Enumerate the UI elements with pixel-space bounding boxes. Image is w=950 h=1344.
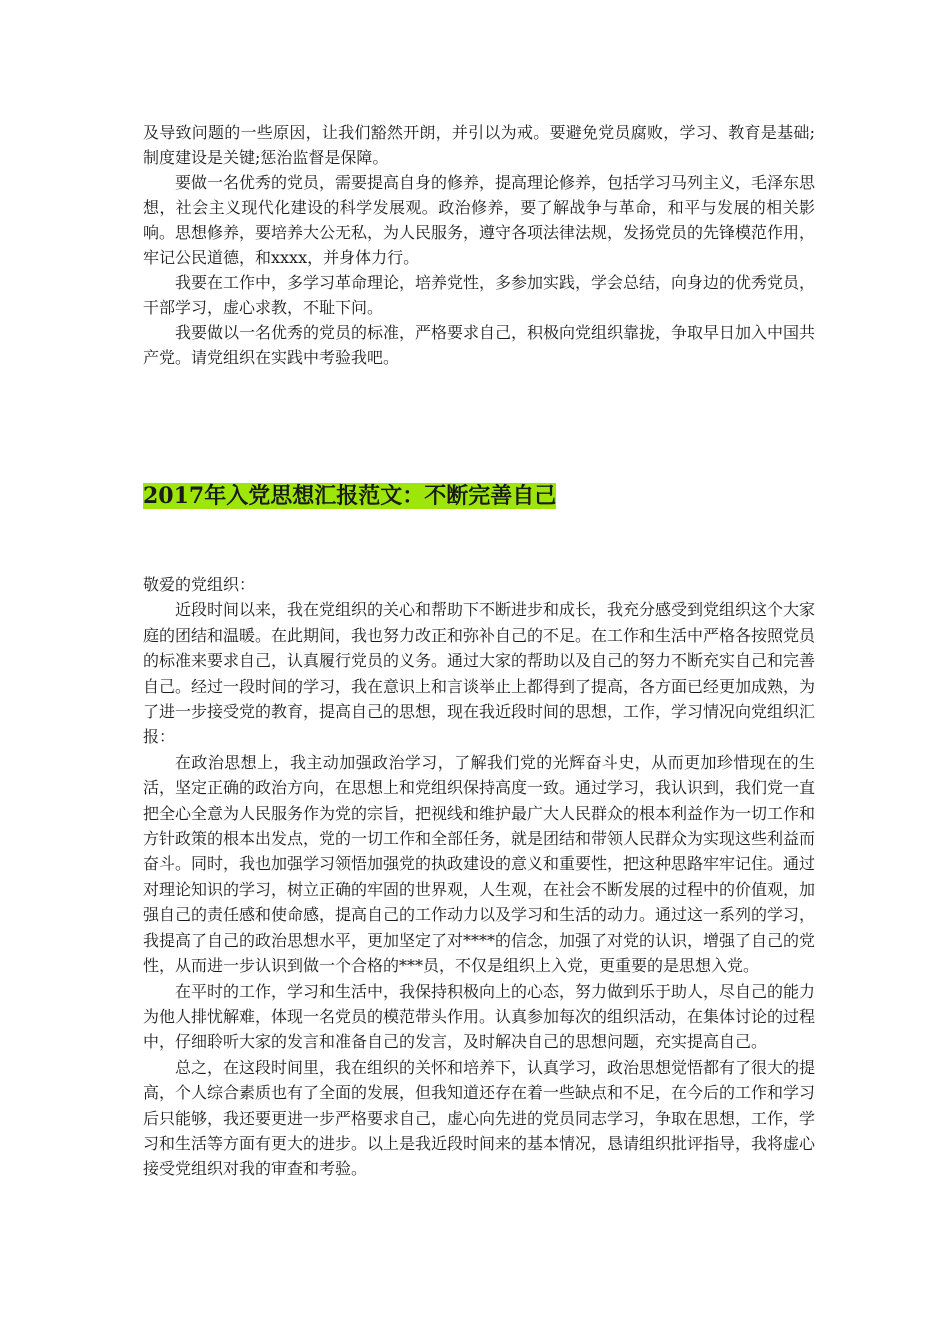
paragraph: 近段时间以来，我在党组织的关心和帮助下不断进步和成长，我充分感受到党组织这个大家庭的团结和温暖。在此期间，我也努力改正和弥补自己的不足。在工作和生活中严格各按照党员的标准来要求自己，认真履行党员的义务。通过大家的帮助以及自己的努力不断充实自己和完善自己。经过一段时间的学习，我在意识上和言谈举止上都得到了提高，各方面已经更加成熟，为了进一步接受党的教育，提高自己的思想，现在我近段时间的思想，工作，学习情况向党组织汇报： bbox=[143, 600, 816, 747]
paragraph: 在政治思想上，我主动加强政治学习，了解我们党的光辉奋斗史，从而更加珍惜现在的生活，坚定正确的政治方向，在思想上和党组织保持高度一致。通过学习，我认识到，我们党一直把全心全意为人民服务作为党的宗旨，把视线和维护最广大人民群众的根本利益作为一切工作和方针政策的根本出发点，党的一切工作和全部任务，就是团结和带领人民群众为实现这些利益而奋斗。同时，我也加强学习领悟加强党的执政建设的意义和重要性，把这种思路牢牢记住。通过对理论知识的学习，树立正确的牢固的世界观，人生观，在社会不断发展的过程中的价值观，加强自己的责任感和使命感，提高自己的工作动力以及学习和生活的动力。通过这一系列的学习，我提高了自己的政治思想水平，更加坚定了对****的信念，加强了对党的认识，增强了自己的党性，从而进一步认识到做一个合格的***员，不仅是组织上入党，更重要的是思想入党。 bbox=[143, 752, 816, 976]
paragraph: 在平时的工作，学习和生活中，我保持积极向上的心态，努力做到乐于助人，尽自己的能力为他人排忧解难，体现一名党员的模范带头作用。认真参加每次的组织活动，在集体讨论的过程中，仔细聆听大家的发言和准备自己的发言，及时解决自己的思想问题，充实提高自己。 bbox=[143, 981, 816, 1052]
section1-text bbox=[143, 120, 815, 370]
heading-year: 2017 bbox=[143, 483, 205, 509]
paragraph: 我要做以一名优秀的党员的标准，严格要求自己，积极向党组织靠拢，争取早日加入中国共产党。请党组织在实践中考验我吧。 bbox=[143, 323, 816, 367]
section2-text bbox=[143, 572, 815, 1182]
paragraph: 要做一名优秀的党员，需要提高自身的修养，提高理论修养，包括学习马列主义，毛泽东思想，社会主义现代化建设的科学发展观。政治修养，要了解战争与革命，和平与发展的相关影响。思想修养，要培养大公无私，为人民服务，遵守各项法律法规，发扬党员的先锋模范作用，牢记公民道德，和xxxx，并身体力行。 bbox=[143, 173, 816, 267]
salutation: 敬爱的党组织： bbox=[143, 575, 256, 594]
paragraph: 总之，在这段时间里，我在组织的关怀和培养下，认真学习，政治思想觉悟都有了很大的提高，个人综合素质也有了全面的发展，但我知道还存在着一些缺点和不足，在今后的工作和学习后只能够，我还要更进一步严格要求自己，虚心向先进的党员同志学习，争取在思想，工作，学习和生活等方面有更大的进步。以上是我近段时间来的基本情况，恳请组织批评指导，我将虚心接受党组织对我的审查和考验。 bbox=[143, 1057, 816, 1179]
heading-title: 年入党思想汇报范文：不断完善自己 bbox=[204, 483, 557, 509]
paragraph: 及导致问题的一些原因，让我们豁然开朗，并引以为戒。要避免党员腐败，学习、教育是基础;制度建设是关键;惩治监督是保障。 bbox=[143, 123, 815, 167]
section-heading bbox=[143, 480, 556, 512]
paragraph: 我要在工作中，多学习革命理论，培养党性，多参加实践，学会总结，向身边的优秀党员，干部学习，虚心求教，不耻下问。 bbox=[143, 273, 816, 317]
